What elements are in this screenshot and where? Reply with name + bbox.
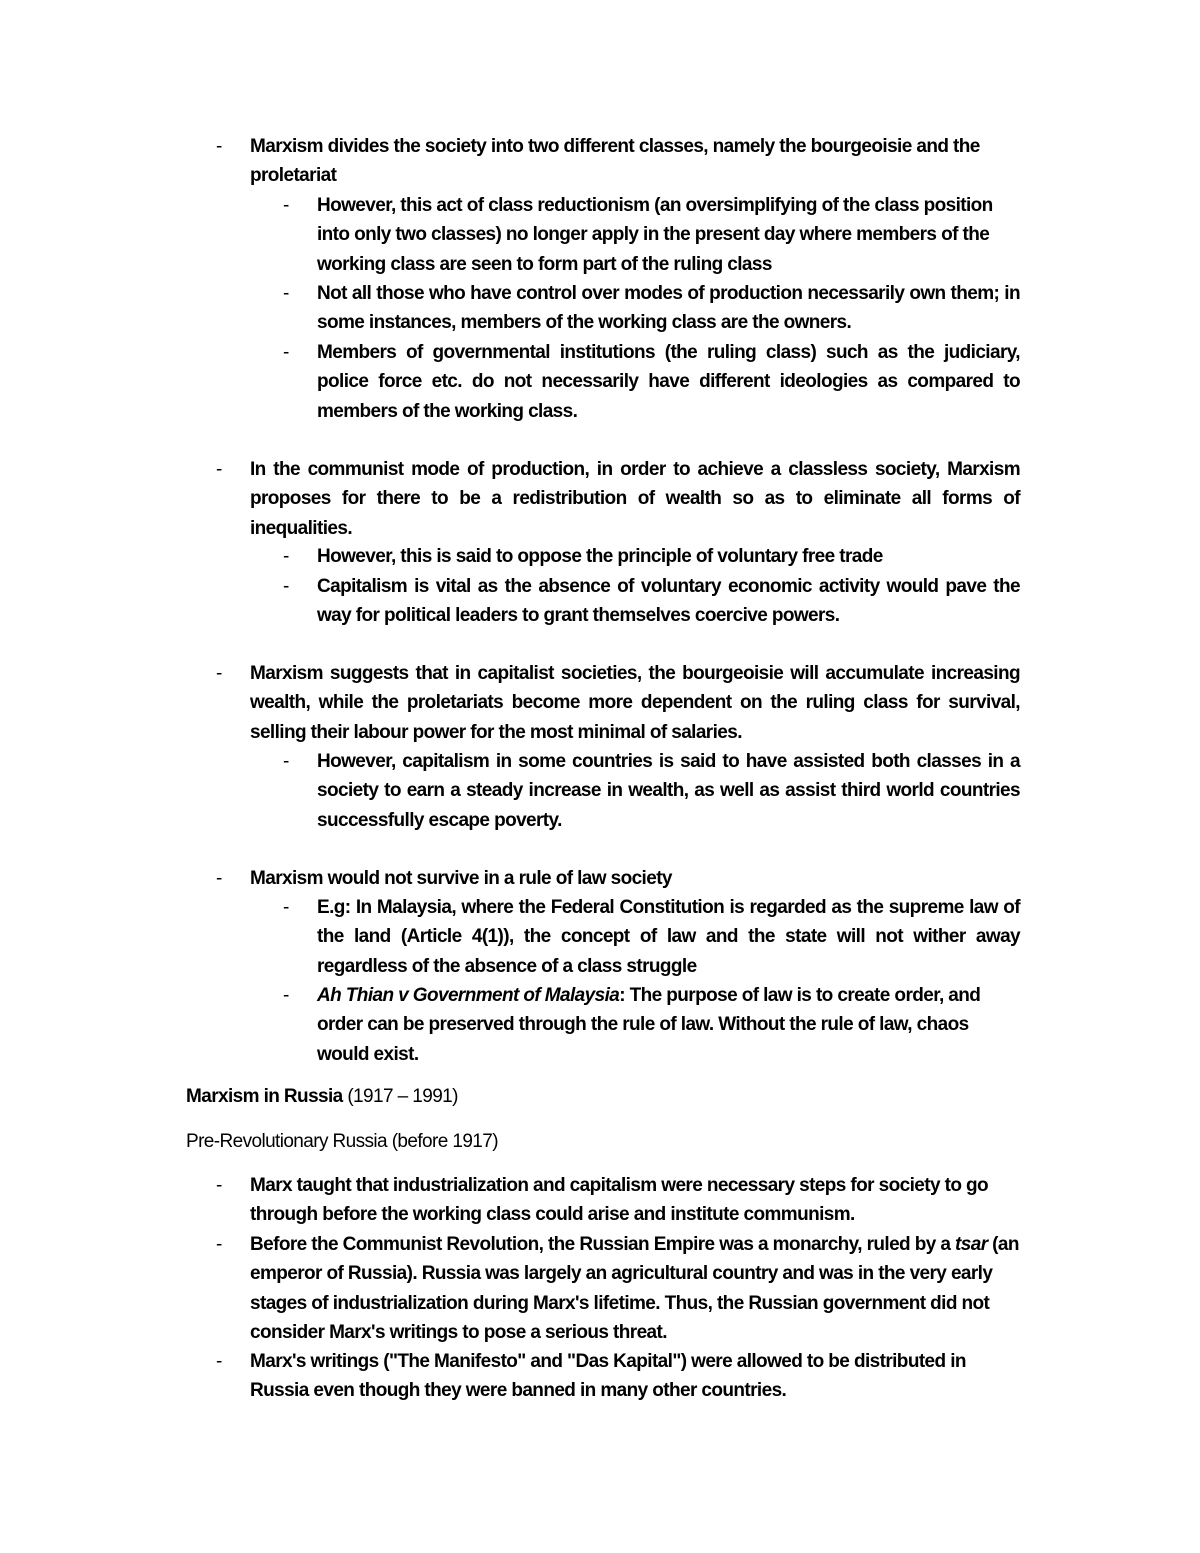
paragraph-marx-writings: Marx's writings ("The Manifesto" and "Das Kapital") were allowed to be distributed in Russia even though they were banned in many other countries.: [250, 1351, 966, 1402]
subpoint-control-production: Not all those who have control over modes of production necessarily own them; in some instances, members of the working class are the owners.: [317, 283, 1020, 334]
subheading-pre-revolutionary: Pre-Revolutionary Russia (before 1917): [186, 1131, 498, 1152]
subpoint-capitalism-assisted: However, capitalism in some countries is said to have assisted both classes in a society to earn a steady increase in wealth, as well as assist third world countries successfully escape poverty.: [317, 751, 1020, 831]
heading-years: (1917 – 1991): [342, 1086, 458, 1107]
bullet-dash: -: [283, 283, 289, 304]
subpoint-capitalism-vital: Capitalism is vital as the absence of voluntary economic activity would pave the way for political leaders to grant themselves coercive powers.: [317, 576, 1020, 627]
empire-text-end: (an emperor of Russia). Russia was largely an agricultural country and was in the very early stages of industrialization during Marx's lifetime. Thus, the Russian government did not consider Marx's writings to pose a serious threat.: [250, 1234, 1019, 1344]
tsar-term: tsar: [955, 1234, 988, 1255]
paragraph-communist-mode: In the communist mode of production, in order to achieve a classless society, Marxism proposes for there to be a redistribution of wealth so as to eliminate all forms of inequalities.: [250, 459, 1020, 539]
subpoint-class-reductionism: However, this act of class reductionism (an oversimplifying of the class position into only two classes) no longer apply in the present day where members of the working class are seen to form part of the ruling class: [317, 195, 993, 275]
heading-title: Marxism in Russia: [186, 1086, 343, 1107]
paragraph-russian-empire: [250, 1230, 1020, 1348]
section-heading-marxism-russia: [186, 1082, 458, 1111]
subpoint-governmental-institutions: Members of governmental institutions (the ruling class) such as the judiciary, police force etc. do not necessarily have different ideologies as compared to members of the working class.: [317, 342, 1020, 422]
bullet-dash: -: [283, 897, 289, 918]
bullet-dash: -: [216, 1234, 222, 1255]
bullet-dash: -: [216, 663, 222, 684]
paragraph-marx-industrialization: Marx taught that industrialization and capitalism were necessary steps for society to go through before the working class could arise and institute communism.: [250, 1175, 989, 1226]
case-name: Ah Thian v Government of Malaysia: [317, 985, 620, 1006]
bullet-dash: -: [283, 576, 289, 597]
bullet-dash: -: [283, 751, 289, 772]
paragraph-rule-of-law: Marxism would not survive in a rule of law society: [250, 868, 672, 889]
bullet-dash: -: [216, 1175, 222, 1196]
empire-text-start: Before the Communist Revolution, the Russian Empire was a monarchy, ruled by a: [250, 1234, 956, 1255]
bullet-dash: -: [216, 1351, 222, 1372]
subpoint-malaysia-example: E.g: In Malaysia, where the Federal Constitution is regarded as the supreme law of the land (Article 4(1)), the concept of law and the state will not wither away regardless of the absence of a class struggle: [317, 897, 1020, 977]
paragraph-class-division: Marxism divides the society into two different classes, namely the bourgeoisie and the proletariat: [250, 136, 980, 187]
case-holding: : The purpose of law is to create order, and order can be preserved through the rule of law. Without the rule of law, chaos would exist.: [317, 985, 981, 1065]
paragraph-capitalist-societies: Marxism suggests that in capitalist societies, the bourgeoisie will accumulate increasing wealth, while the proletariats become more dependent on the ruling class for survival, selling their labour power for the most minimal of salaries.: [250, 663, 1020, 743]
subpoint-ah-thian-case: [317, 981, 1020, 1069]
bullet-dash: -: [216, 868, 222, 889]
bullet-dash: -: [283, 342, 289, 363]
bullet-dash: -: [216, 459, 222, 480]
bullet-dash: -: [283, 985, 289, 1006]
bullet-dash: -: [216, 136, 222, 157]
bullet-dash: -: [283, 546, 289, 567]
subpoint-free-trade: However, this is said to oppose the principle of voluntary free trade: [317, 546, 883, 567]
bullet-dash: -: [283, 195, 289, 216]
